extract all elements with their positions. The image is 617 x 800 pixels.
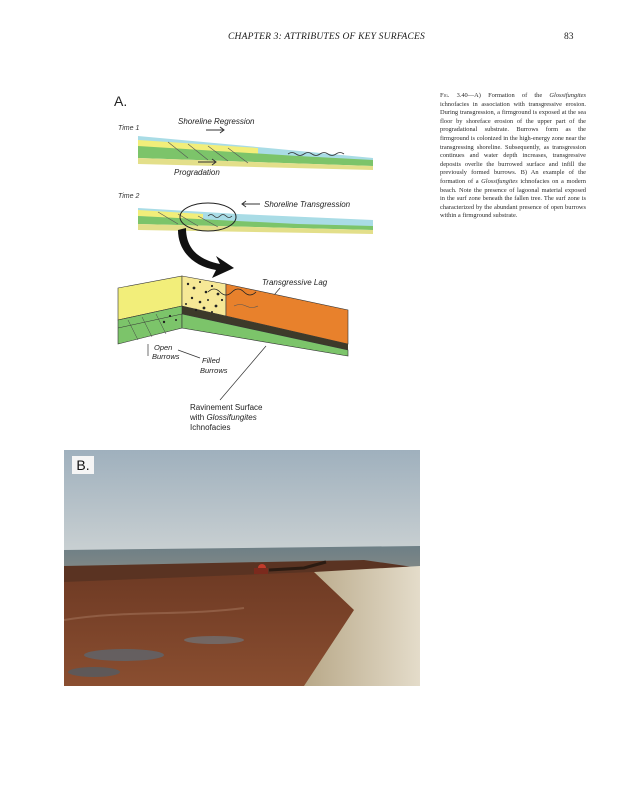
time1-cross-section: [138, 136, 373, 170]
transgressive-lag-label: Transgressive Lag: [262, 278, 328, 287]
tide-pool-2: [184, 636, 244, 644]
tide-pool-3: [68, 667, 120, 677]
running-header: [0, 32, 617, 46]
ravinement-label-3: Ichnofacies: [190, 423, 231, 432]
filled-burrows-label-2: Burrows: [200, 366, 228, 375]
filled-burrows-leader: [178, 350, 200, 358]
block-diagram: [118, 276, 348, 356]
figure-panel-a: [108, 88, 388, 443]
transgression-arrow: [242, 201, 260, 207]
tide-pool-1: [84, 649, 164, 661]
person-body: [254, 568, 268, 574]
caption-text-2: ichnofacies in association with transgressive erosion. During transgression, a firmground is exposed at the sea floor by shoreface erosion of the upper part of the progradational substrate. Burrows form as the firmground is colonized in the high-energy zone near the transgressing shoreline. Subsequently, as transgression continues and water depth increases, transgressive deposits overlie the burrowed surface and infill the previously formed burrows. B) An example of the formation of a: [440, 100, 586, 185]
caption-italic-2: Glossifungites: [481, 177, 518, 185]
figure-caption: [440, 92, 586, 221]
open-burrows-label-2: Burrows: [152, 352, 180, 361]
filled-burrows-label-1: Filled: [202, 356, 220, 365]
shoreline-regression-label: Shoreline Regression: [178, 117, 255, 126]
shoreline-transgression-label: Shoreline Transgression: [264, 200, 351, 209]
ravinement-label-2: with Glossifungites: [190, 413, 257, 422]
figure-panel-b-photo: [64, 450, 420, 686]
caption-text-1: —A) Formation of the: [467, 92, 550, 99]
chapter-title: CHAPTER 3: ATTRIBUTES OF KEY SURFACES: [228, 32, 425, 42]
transgression-diagram: [108, 88, 388, 443]
open-burrows-label-1: Open: [154, 343, 173, 352]
caption-text-3: ichnofacies on a modern beach. Note the presence of lagoonal material exposed in the surf zone beneath the fallen tree. The surf zone is characterized by the abundant presence of open burrows within a firmground substrate.: [440, 177, 586, 220]
time1-label: Time 1: [118, 125, 140, 132]
beach-photo: [64, 450, 420, 686]
sky: [64, 450, 420, 552]
caption-fig-label: Fig. 3.40: [440, 92, 468, 99]
regression-arrow: [206, 127, 224, 133]
panel-b-label: B.: [72, 456, 94, 474]
panel-a-label: A.: [114, 93, 128, 109]
time2-label: Time 2: [118, 193, 140, 200]
page-number: 83: [564, 32, 574, 42]
ravinement-label-1: Ravinement Surface: [190, 403, 263, 412]
progradation-label: Progradation: [174, 168, 220, 177]
zoom-arrow: [178, 228, 234, 278]
caption-italic-1: Glossifungites: [549, 92, 586, 99]
